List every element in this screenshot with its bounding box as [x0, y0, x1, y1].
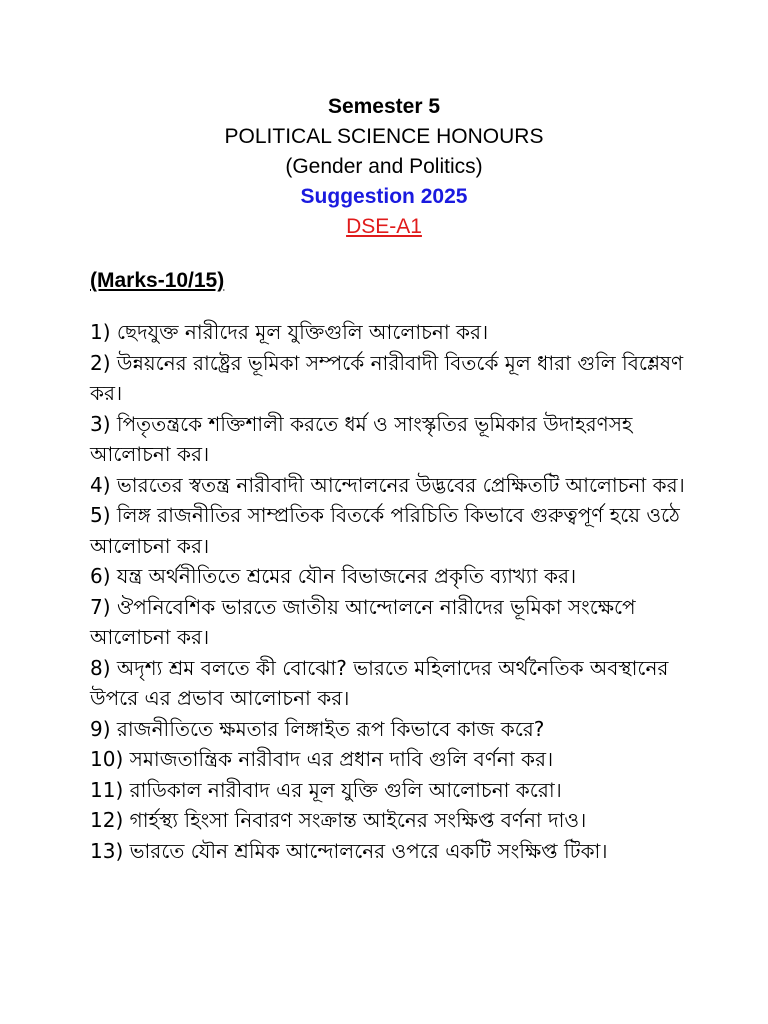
semester-title: Semester 5: [327, 95, 441, 118]
marks-heading: (Marks-10/15): [90, 269, 225, 292]
paper-code: DSE-A1: [346, 215, 422, 238]
question-item: 3) পিতৃতন্ত্রকে শক্তিশালী করতে ধর্ম ও সাংস্কৃতির ভূমিকার উদাহরণসহ আলোচনা কর।: [90, 411, 633, 466]
question-item: 9) রাজনীতিতে ক্ষমতার লিঙ্গাইত রূপ কিভাবে কাজ করে?: [90, 716, 545, 741]
question-item: 12) গার্হস্থ্য হিংসা নিবারণ সংক্রান্ত আইনের সংক্ষিপ্ত বর্ণনা দাও।: [90, 808, 587, 832]
question-item: 1) ছেদযুক্ত নারীদের মূল যুক্তিগুলি আলোচনা কর।: [90, 320, 489, 344]
document-header: [0, 92, 768, 242]
question-item: 2) উন্নয়নের রাষ্ট্রের ভূমিকা সম্পর্কে নারীবাদী বিতর্কে মূল ধারা গুলি বিশ্লেষণ কর।: [90, 350, 684, 405]
question-item: 11) রাডিকাল নারীবাদ এর মূল যুক্তি গুলি আলোচনা করো।: [90, 777, 562, 802]
question-item: 10) সমাজতান্ত্রিক নারীবাদ এর প্রধান দাবি গুলি বর্ণনা কর।: [90, 747, 554, 771]
question-item: 13) ভারতে যৌন শ্রমিক আন্দোলনের ওপরে একটি সংক্ষিপ্ত টিকা।: [90, 838, 608, 863]
question-item: 5) লিঙ্গ রাজনীতির সাম্প্রতিক বিতর্কে পরিচিতি কিভাবে গুরুত্বপূর্ণ হয়ে ওঠে আলোচনা কর।: [90, 503, 680, 558]
question-item: 8) অদৃশ্য শ্রম বলতে কী বোঝো? ভারতে মহিলাদের অর্থনৈতিক অবস্থানের উপরে এর প্রভাব আলোচনা কর।: [90, 655, 669, 710]
paper-title: (Gender and Politics): [285, 155, 483, 178]
suggestion-title: Suggestion 2025: [300, 185, 468, 208]
question-item: 7) ঔপনিবেশিক ভারতে জাতীয় আন্দোলনে নারীদের ভূমিকা সংক্ষেপে আলোচনা কর।: [90, 594, 636, 649]
subject-title: POLITICAL SCIENCE HONOURS: [224, 125, 544, 148]
question-list: [90, 317, 690, 866]
question-item: 6) যন্ত্র অর্থনীতিতে শ্রমের যৌন বিভাজনের প্রকৃতি ব্যাখ্যা কর।: [90, 564, 577, 588]
question-item: 4) ভারতের স্বতন্ত্র নারীবাদী আন্দোলনের উদ্ভবের প্রেক্ষিতটি আলোচনা কর।: [90, 472, 685, 497]
